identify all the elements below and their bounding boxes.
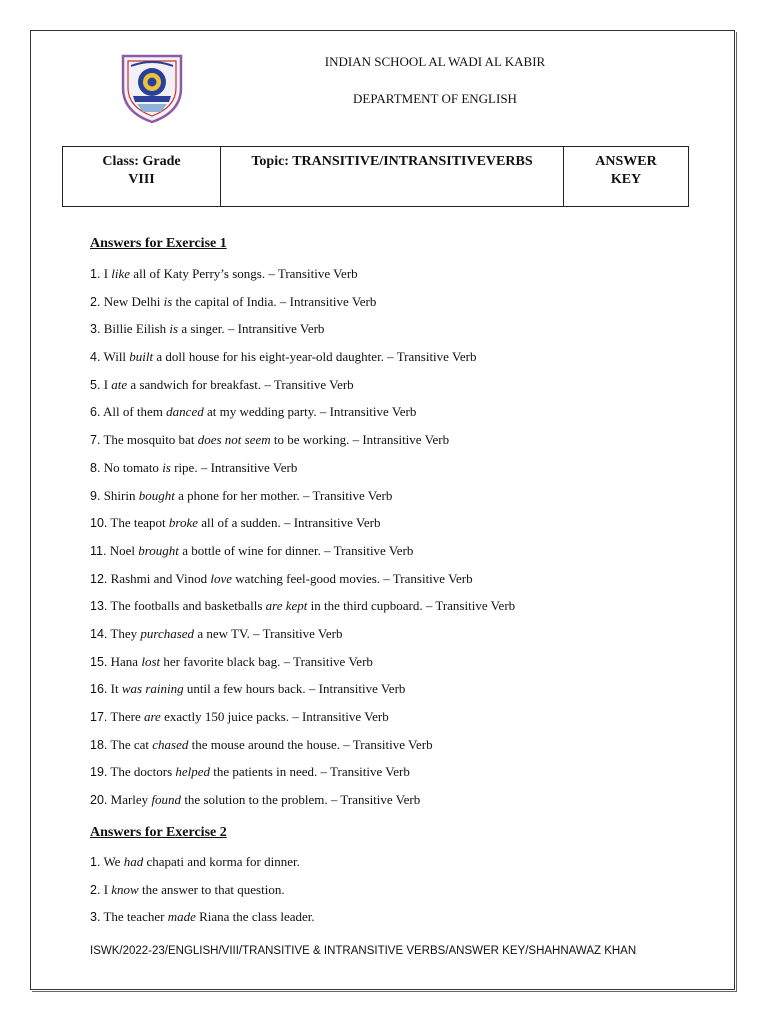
- item-number: 10.: [90, 516, 108, 531]
- item-verb: brought: [138, 542, 179, 558]
- item-text-after: a singer. – Intransitive Verb: [178, 321, 325, 337]
- item-text-after: the solution to the problem. – Transitive Verb: [181, 792, 421, 808]
- item-number: 13.: [90, 599, 108, 614]
- exercise-1-list: [90, 264, 515, 818]
- answer-item: [90, 880, 315, 908]
- exercise-2-list: [90, 852, 315, 935]
- answer-key-cell: [564, 147, 689, 207]
- item-verb: is: [169, 321, 179, 337]
- exercise-1-title: Answers for Exercise 1: [90, 236, 227, 251]
- item-text-before: Shirin: [103, 487, 139, 503]
- item-text-after: Riana the class leader.: [195, 909, 315, 925]
- item-number: 1.: [90, 267, 101, 281]
- item-text-before: Billie Eilish: [103, 321, 170, 337]
- answer-item: [90, 513, 515, 541]
- item-text-after: in the third cupboard. – Transitive Verb: [307, 598, 516, 614]
- item-text-before: The cat: [110, 736, 153, 752]
- item-text-before: Noel: [109, 542, 139, 558]
- item-number: 17.: [90, 710, 108, 724]
- answer-item: [90, 852, 315, 880]
- answer-item: [90, 790, 515, 818]
- answer-item: [90, 596, 515, 624]
- item-verb: was raining: [121, 681, 184, 697]
- item-verb: are kept: [265, 598, 308, 614]
- answer-item: [90, 762, 515, 790]
- item-number: 5.: [90, 377, 101, 392]
- item-verb: had: [123, 854, 144, 869]
- item-verb: lost: [141, 653, 161, 669]
- item-text-after: at my wedding party. – Intransitive Verb: [203, 404, 417, 420]
- item-text-after: chapati and korma for dinner.: [143, 854, 300, 869]
- item-text-after: watching feel-good movies. – Transitive Verb: [232, 570, 473, 586]
- item-verb: found: [151, 792, 182, 808]
- item-number: 16.: [90, 682, 108, 697]
- answer-key-label: ANSWER KEY: [595, 154, 657, 187]
- item-verb: know: [111, 881, 139, 897]
- item-text-before: We: [103, 854, 124, 869]
- item-text-after: to be working. – Intransitive Verb: [270, 432, 450, 448]
- answer-item: [90, 486, 515, 514]
- item-number: 2.: [90, 294, 101, 309]
- item-text-after: a phone for her mother. – Transitive Verb: [174, 487, 393, 503]
- answer-item: [90, 458, 515, 486]
- item-text-after: a new TV. – Transitive Verb: [194, 625, 343, 641]
- answer-item: [90, 292, 515, 320]
- answer-item: [90, 569, 515, 597]
- item-text-after: ripe. – Intransitive Verb: [170, 459, 298, 475]
- item-number: 9.: [90, 488, 101, 503]
- item-verb: ate: [111, 376, 128, 392]
- footer-reference: ISWK/2022-23/ENGLISH/VIII/TRANSITIVE & INTRANSITIVE VERBS/ANSWER KEY/SHAHNAWAZ KHAN: [90, 945, 637, 957]
- item-text-after: all of a sudden. – Intransitive Verb: [198, 515, 381, 531]
- item-verb: does not seem: [197, 432, 271, 448]
- item-verb: bought: [138, 487, 175, 503]
- item-verb: danced: [166, 404, 204, 420]
- item-number: 19.: [90, 765, 108, 780]
- answer-item: [90, 430, 515, 458]
- item-verb: is: [163, 293, 173, 309]
- item-text-after: a doll house for his eight-year-old daughter. – Transitive Verb: [153, 349, 477, 365]
- item-number: 2.: [90, 882, 101, 897]
- item-number: 12.: [90, 571, 108, 586]
- topic-cell: Topic: TRANSITIVE/INTRANSITIVEVERBS: [221, 147, 564, 207]
- answer-item: [90, 707, 515, 735]
- item-number: 4.: [90, 350, 101, 365]
- item-text-before: The mosquito bat: [103, 432, 198, 448]
- item-text-before: The teapot: [110, 515, 169, 531]
- item-text-before: I: [103, 376, 112, 392]
- answer-item: [90, 624, 515, 652]
- item-text-before: Marley: [110, 792, 152, 808]
- item-number: 6.: [90, 405, 101, 420]
- school-crest-logo: [119, 52, 185, 124]
- class-cell: [63, 147, 221, 207]
- item-text-before: Hana: [110, 653, 142, 669]
- item-text-after: the mouse around the house. – Transitive Verb: [188, 736, 433, 752]
- item-number: 18.: [90, 737, 108, 752]
- item-text-after: all of Katy Perry’s songs. – Transitive Verb: [130, 266, 358, 281]
- item-verb: are: [143, 709, 161, 724]
- department-name: DEPARTMENT OF ENGLISH: [353, 91, 517, 106]
- item-text-before: All of them: [102, 404, 167, 420]
- info-table: [62, 146, 689, 207]
- item-number: 7.: [90, 433, 101, 448]
- answer-item: [90, 402, 515, 430]
- answer-item: [90, 319, 515, 347]
- school-name: INDIAN SCHOOL AL WADI AL KABIR: [324, 54, 546, 69]
- item-text-after: until a few hours back. – Intransitive Verb: [183, 681, 406, 697]
- item-verb: helped: [175, 764, 211, 780]
- item-text-before: The teacher: [103, 909, 168, 925]
- item-text-before: Rashmi and Vinod: [110, 570, 211, 586]
- item-text-after: a sandwich for breakfast. – Transitive Verb: [127, 376, 354, 392]
- item-verb: like: [111, 266, 131, 281]
- item-text-before: The doctors: [110, 764, 176, 780]
- item-verb: is: [162, 459, 171, 475]
- item-number: 3.: [90, 322, 101, 337]
- item-text-before: They: [110, 625, 141, 641]
- item-text-after: a bottle of wine for dinner. – Transitive Verb: [178, 542, 414, 558]
- class-label: Class: Grade VIII: [102, 154, 181, 187]
- item-text-after: the answer to that question.: [138, 881, 285, 897]
- item-text-before: Will: [103, 349, 130, 365]
- item-verb: purchased: [140, 625, 195, 641]
- item-verb: broke: [168, 515, 199, 531]
- answer-item: [90, 541, 515, 569]
- answer-item: [90, 679, 515, 707]
- answer-item: [90, 375, 515, 403]
- item-text-before: No tomato: [103, 459, 163, 475]
- item-verb: built: [129, 349, 154, 365]
- item-verb: chased: [152, 736, 189, 752]
- item-number: 3.: [90, 910, 101, 925]
- item-text-before: I: [103, 266, 112, 281]
- item-text-after: the patients in need. – Transitive Verb: [210, 764, 410, 780]
- item-verb: love: [210, 570, 233, 586]
- answer-item: [90, 652, 515, 680]
- exercise-2-title: Answers for Exercise 2: [90, 825, 227, 840]
- answer-item: [90, 735, 515, 763]
- item-text-before: There: [110, 709, 144, 724]
- item-text-after: exactly 150 juice packs. – Intransitive Verb: [160, 709, 389, 724]
- item-text-after: the capital of India. – Intransitive Verb: [172, 293, 377, 309]
- item-number: 15.: [90, 654, 108, 669]
- item-text-before: New Delhi: [103, 293, 164, 309]
- item-number: 14.: [90, 626, 108, 641]
- item-number: 1.: [90, 855, 101, 869]
- item-text-after: her favorite black bag. – Transitive Verb: [160, 653, 373, 669]
- item-verb: made: [167, 909, 196, 925]
- item-number: 8.: [90, 460, 101, 475]
- item-text-before: It: [110, 681, 122, 697]
- item-number: 11.: [90, 543, 107, 558]
- answer-item: [90, 907, 315, 935]
- answer-item: [90, 347, 515, 375]
- item-text-before: The footballs and basketballs: [110, 598, 266, 614]
- item-number: 20.: [90, 793, 108, 808]
- item-text-before: I: [103, 881, 112, 897]
- answer-item: [90, 264, 515, 292]
